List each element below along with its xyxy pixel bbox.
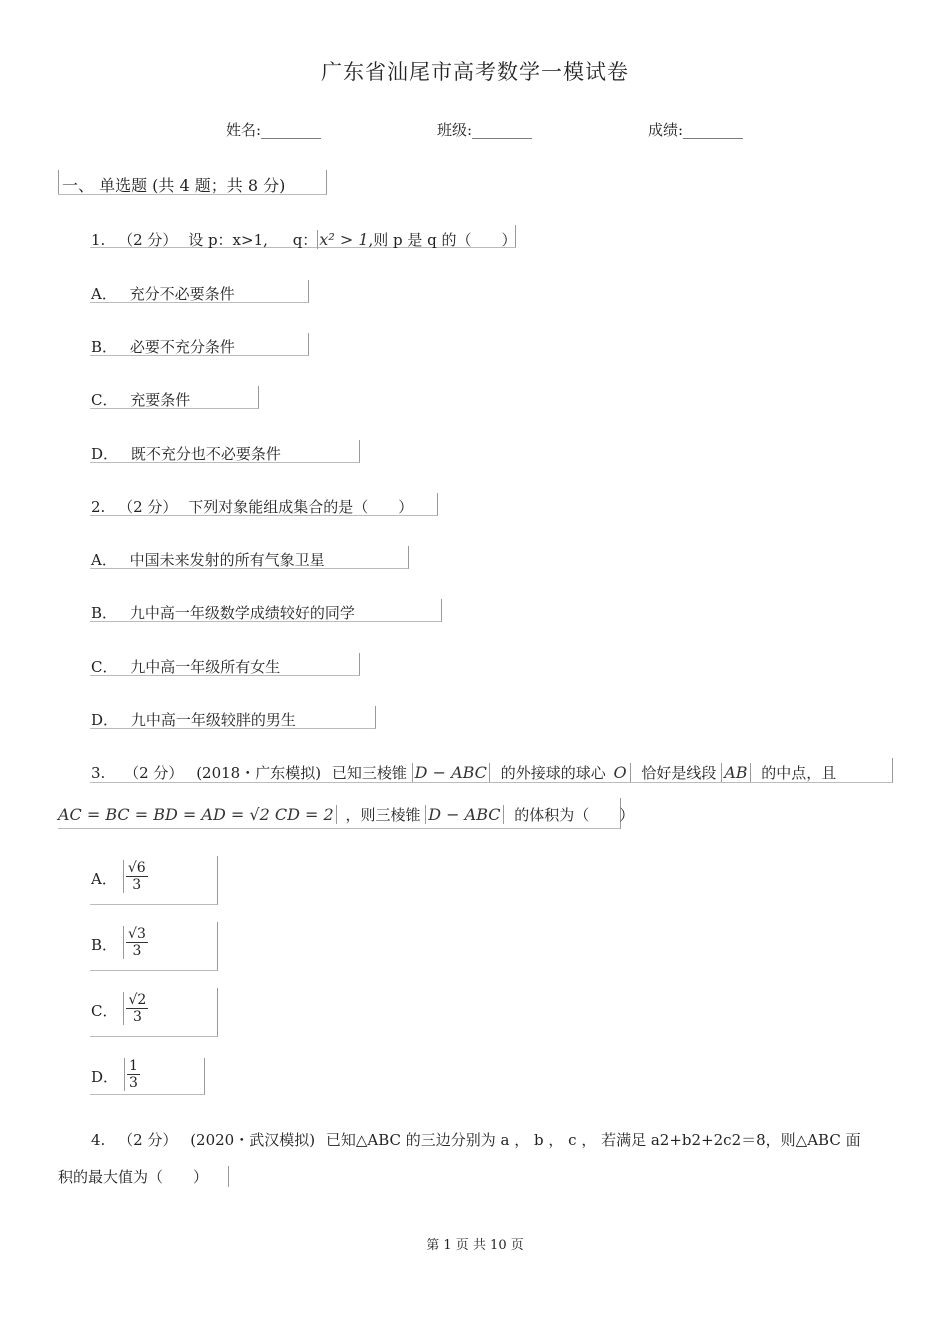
option-text: 充分不必要条件 — [129, 285, 235, 303]
option-label: D． — [91, 711, 119, 729]
option-b[interactable] — [91, 602, 355, 623]
option-label: C． — [91, 658, 118, 676]
class-field: 班级:________ — [437, 121, 533, 139]
option-b[interactable] — [91, 336, 235, 357]
option-d[interactable] — [91, 1058, 140, 1091]
question-points: （2 分） — [118, 231, 178, 249]
section-heading: 一、 单选题 (共 4 题；共 8 分) — [62, 176, 286, 195]
option-text: 既不充分也不必要条件 — [130, 445, 281, 463]
option-c[interactable] — [91, 656, 280, 677]
option-a[interactable] — [91, 860, 148, 893]
question-source: (2020・武汉模拟) — [190, 1131, 316, 1149]
fraction-denominator: 3 — [132, 877, 142, 893]
question-text: 的外接球的球心 — [500, 764, 606, 782]
fraction-numerator: √6 — [127, 860, 146, 876]
question-text: 设 p：x>1, — [188, 231, 268, 249]
question-number: 3. — [91, 764, 106, 782]
question-text: 下列对象能组成集合的是（ ） — [188, 498, 414, 516]
question-3-line-1 — [91, 762, 836, 783]
question-text: 恰好是线段 — [641, 764, 717, 782]
option-c[interactable] — [91, 992, 148, 1025]
question-points: （2 分） — [118, 1131, 178, 1149]
option-label: C． — [91, 1002, 118, 1020]
option-label: B． — [91, 338, 118, 356]
question-text: ,则 p 是 q 的（ ） — [368, 231, 517, 249]
fraction — [123, 992, 148, 1025]
question-text: 已知三棱锥 — [331, 764, 407, 782]
option-label: B． — [91, 936, 118, 954]
fraction — [123, 860, 148, 893]
fraction-numerator: √2 — [128, 992, 147, 1008]
option-label: A． — [91, 870, 117, 888]
question-text: 的体积为（ ） — [514, 806, 635, 824]
question-text: ，则三棱锥 — [345, 806, 421, 824]
fraction — [124, 1058, 140, 1091]
score-field: 成绩:________ — [648, 121, 744, 139]
question-number: 1. — [91, 231, 106, 249]
option-c[interactable] — [91, 389, 190, 410]
question-number: 4. — [91, 1131, 106, 1149]
question-1 — [91, 229, 517, 250]
fraction-denominator: 3 — [129, 1075, 138, 1091]
option-text: 中国未来发射的所有气象卫星 — [129, 551, 325, 569]
option-label: D． — [91, 445, 119, 463]
option-text: 充要条件 — [130, 391, 191, 409]
option-label: A． — [91, 285, 117, 303]
option-text: 九中高一年级数学成绩较好的同学 — [129, 604, 355, 622]
question-4-line-2 — [58, 1166, 229, 1187]
question-4-line-1 — [91, 1129, 861, 1150]
fraction-denominator: 3 — [132, 943, 142, 959]
option-text: 必要不充分条件 — [129, 338, 235, 356]
option-label: C． — [91, 391, 118, 409]
option-a[interactable] — [91, 283, 235, 304]
question-points: （2 分） — [124, 764, 184, 782]
option-b[interactable] — [91, 926, 148, 959]
question-text: 的中点，且 — [761, 764, 837, 782]
question-2 — [91, 496, 413, 517]
question-3-line-2 — [58, 804, 634, 825]
question-source: (2018・广东模拟) — [196, 764, 322, 782]
option-label: D． — [91, 1068, 119, 1086]
math-formula: AB — [721, 763, 750, 782]
math-formula: x² > 1 — [319, 230, 369, 249]
option-d[interactable] — [91, 709, 296, 730]
math-formula: O — [611, 763, 631, 782]
page-title: 广东省汕尾市高考数学一模试卷 — [321, 60, 629, 84]
question-text: 积的最大值为（ ） — [58, 1168, 209, 1186]
question-points: （2 分） — [118, 498, 178, 516]
option-d[interactable] — [91, 443, 281, 464]
option-label: A． — [91, 551, 117, 569]
fraction-numerator: √3 — [128, 926, 146, 942]
math-formula: D − ABC — [412, 763, 490, 782]
question-text: q： — [292, 231, 318, 249]
option-label: B． — [91, 604, 118, 622]
name-field: 姓名:________ — [226, 121, 322, 139]
math-formula: AC = BC = BD = AD = √2 CD = 2 — [58, 805, 337, 824]
question-text: 已知△ABC 的三边分别为 a ， b ， c ， 若满足 a2+b2+2c2＝8，则△ABC 面 — [325, 1131, 861, 1149]
page-footer: 第 1 页 共 10 页 — [426, 1238, 524, 1253]
question-number: 2. — [91, 498, 106, 516]
option-a[interactable] — [91, 549, 325, 570]
option-text: 九中高一年级较胖的男生 — [130, 711, 296, 729]
fraction — [123, 926, 148, 959]
fraction-numerator: 1 — [129, 1058, 138, 1074]
option-text: 九中高一年级所有女生 — [130, 658, 281, 676]
fraction-denominator: 3 — [132, 1009, 142, 1025]
math-formula: D − ABC — [425, 805, 503, 824]
